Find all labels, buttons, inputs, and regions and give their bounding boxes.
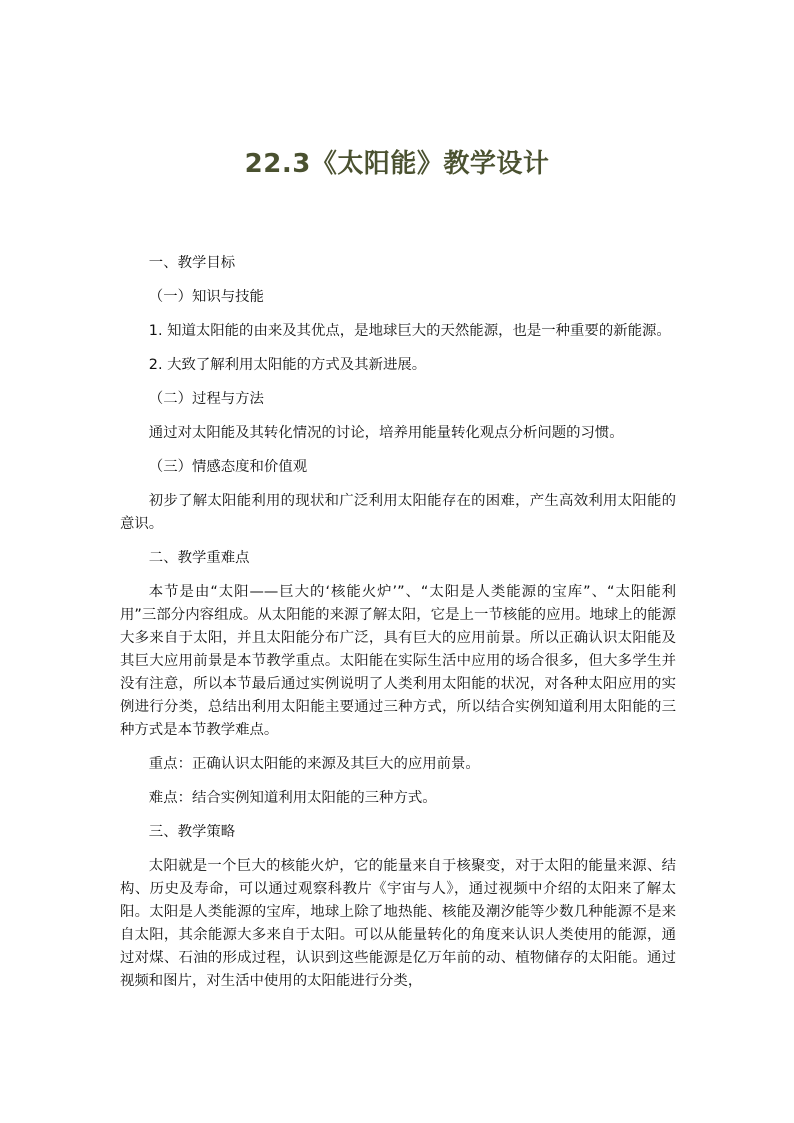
paragraph-strategy: 太阳就是一个巨大的核能火炉，它的能量来自于核聚变，对于太阳的能量来源、结构、历史及寿命，可以通过观察科教片《宇宙与人》，通过视频中介绍的太阳来了解太阳。太阳是人类能源的宝库，地球上除了地热能、核能及潮汐能等少数几种能源不是来自太阳，其余能源大多来自于太阳。可以从能量转化的角度来认识人类使用的能源，通过对煤、石油的形成过程，认识到这些能源是亿万年前的动、植物储存的太阳能。通过视频和图片，对生活中使用的太阳能进行分类， (120, 858, 676, 989)
paragraph-attitude-values: 初步了解太阳能利用的现状和广泛利用太阳能存在的困难，产生高效利用太阳能的意识。 (120, 493, 676, 532)
document-body (120, 252, 676, 1004)
paragraph-focus: 重点：正确认识太阳能的来源及其巨大的应用前景。 (148, 756, 480, 772)
subsection-heading-process-method: （二）过程与方法 (148, 391, 264, 407)
subsection-heading-attitude-values: （三）情感态度和价值观 (148, 459, 308, 475)
paragraph-knowledge-1: 1. 知道太阳能的由来及其优点，是地球巨大的天然能源，也是一种重要的新能源。 (148, 323, 671, 339)
section-heading-objectives: 一、教学目标 (148, 255, 236, 271)
section-heading-strategy: 三、教学策略 (148, 824, 236, 840)
paragraph-difficulty: 难点：结合实例知道利用太阳能的三种方式。 (148, 790, 437, 806)
subsection-heading-knowledge-skills: （一）知识与技能 (148, 289, 264, 305)
paragraph-process-method: 通过对太阳能及其转化情况的讨论，培养用能量转化观点分析问题的习惯。 (148, 425, 624, 441)
paragraph-knowledge-2: 2. 大致了解利用太阳能的方式及其新进展。 (148, 357, 427, 373)
document-title: 22.3《太阳能》教学设计 (244, 149, 550, 179)
paragraph-key-points-detail: 本节是由“太阳——巨大的‘核能火炉’”、“太阳是人类能源的宝库”、“太阳能利用”三部分内容组成。从太阳能的来源了解太阳，它是上一节核能的应用。地球上的能源大多来自于太阳，并且太阳能分布广泛，具有巨大的应用前景。所以正确认识太阳能及其巨大应用前景是本节教学重点。太阳能在实际生活中应用的场合很多，但大多学生并没有注意，所以本节最后通过实例说明了人类利用太阳能的状况，对各种太阳应用的实例进行分类，总结出利用太阳能主要通过三种方式，所以结合实例知道利用太阳能的三种方式是本节教学难点。 (120, 584, 676, 738)
section-heading-key-points: 二、教学重难点 (148, 550, 250, 566)
